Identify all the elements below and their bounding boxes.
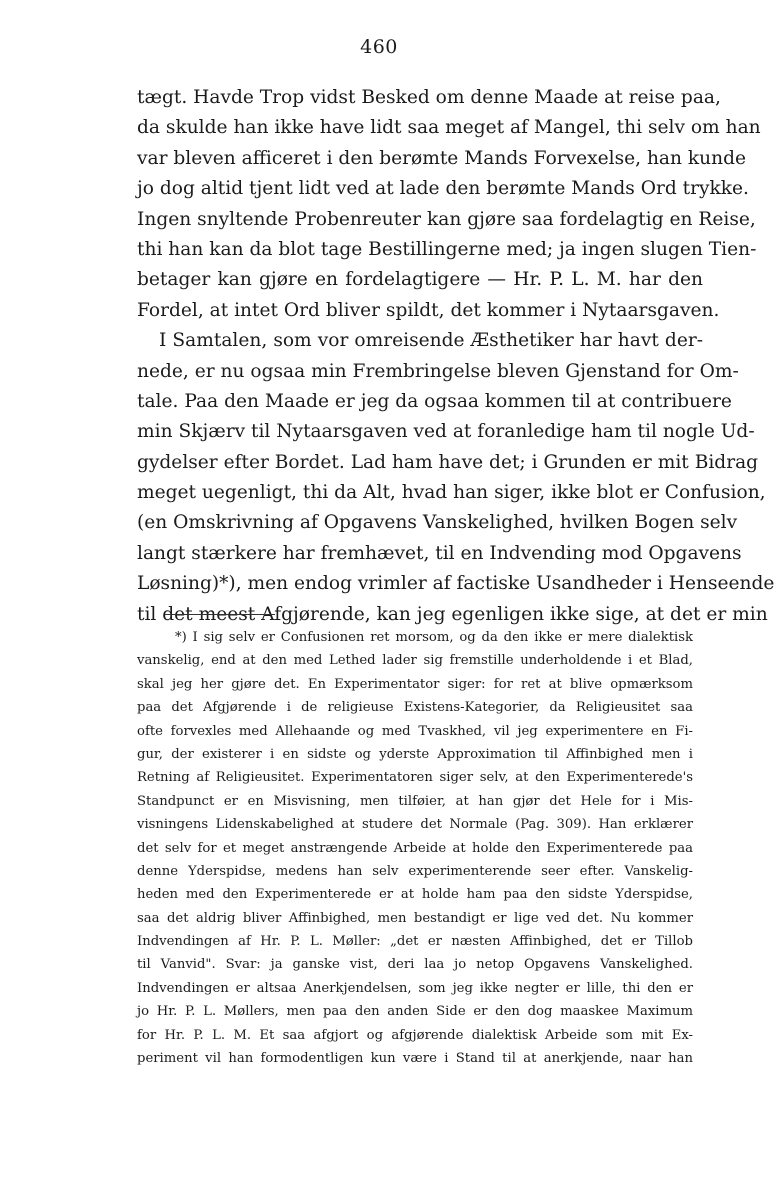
text-line: thi han kan da blot tage Bestillingerne med; ja ingen slugen Tien- [137, 238, 757, 260]
text-line: jo dog altid tjent lidt ved at lade den berømte Mands Ord trykke. [137, 178, 749, 200]
footnote-line: til Vanvid". Svar: ja ganske vist, deri laa jo netop Opgavens Vanskelighed. [137, 957, 693, 973]
footnote-line: for Hr. P. L. M. Et saa afgjort og afgjørende dialektisk Arbeide som mit Ex- [137, 1027, 693, 1043]
text-line: Løsning)*), men endog vrimler af factiske Usandheder i Henseende [137, 573, 774, 595]
text-line: tale. Paa den Maade er jeg da ogsaa kommen til at contribuere [137, 390, 732, 412]
footnote-line: visningens Lidenskabelighed at studere det Normale (Pag. 309). Han erklærer [137, 817, 693, 833]
text-line: Fordel, at intet Ord bliver spildt, det kommer i Nytaarsgaven. [137, 299, 720, 321]
footnote-line: ofte forvexles med Allehaande og med Tvaskhed, vil jeg experimentere en Fi- [137, 723, 693, 739]
text-line: Ingen snyltende Probenreuter kan gjøre saa fordelagtig en Reise, [137, 208, 756, 230]
footnote-line: saa det aldrig bliver Affinbighed, men bestandigt er lige ved det. Nu kommer [137, 910, 693, 926]
text-line: (en Omskrivning af Opgavens Vanskelighed, hvilken Bogen selv [137, 512, 738, 534]
footnote-line: vanskelig, end at den med Lethed lader sig fremstille underholdende i et Blad, [137, 653, 693, 669]
footnote-line: Indvendingen er altsaa Anerkjendelsen, som jeg ikke negter er lille, thi den er [137, 980, 693, 996]
text-line: til det meest Afgjørende, kan jeg egenligen ikke sige, at det er min [137, 603, 768, 625]
text-line: betager kan gjøre en fordelagtigere — Hr. P. L. M. har den [137, 269, 703, 291]
text-line: gydelser efter Bordet. Lad ham have det; i Grunden er mit Bidrag [137, 451, 759, 473]
text-line: tægt. Havde Trop vidst Besked om denne Maade at reise paa, [137, 87, 721, 108]
text-line: meget uegenligt, thi da Alt, hvad han siger, ikke blot er Confusion, [137, 482, 766, 504]
page-number: 460 [360, 36, 398, 58]
footnote-line: Standpunct er en Misvisning, men tilføier, at han gjør det Hele for i Mis- [137, 793, 693, 809]
text-line: var bleven afficeret i den berømte Mands Forvexelse, han kunde [137, 147, 747, 169]
footnote-line: gur, der existerer i en sidste og yderste Approximation til Affinbighed men i [137, 746, 693, 762]
footnote-divider [165, 614, 275, 615]
footnote-line: jo Hr. P. L. Møllers, men paa den anden Side er den dog maaskee Maximum [137, 1004, 693, 1020]
footnote-line: heden med den Experimenterede er at holde ham paa den sidste Yderspidse, [137, 887, 693, 903]
footnote-line: paa det Afgjørende i de religieuse Existens-Kategorier, da Religieusitet saa [137, 700, 693, 716]
footnote-line: denne Yderspidse, medens han selv experimenterende seer efter. Vanskelig- [137, 863, 693, 879]
footnote-line: skal jeg her gjøre det. En Experimentator siger: for ret at blive opmærksom [137, 676, 693, 692]
text-line: min Skjærv til Nytaarsgaven ved at foranledige ham til nogle Ud- [137, 421, 755, 443]
text-line: I Samtalen, som vor omreisende Æsthetiker har havt der- [159, 330, 703, 352]
footnote-line: periment vil han formodentligen kun være i Stand til at anerkjende, naar han [137, 1051, 693, 1067]
footnote-line: Retning af Religieusitet. Experimentatoren siger selv, at den Experimenterede's [137, 770, 693, 786]
footnote-line: det selv for et meget anstrængende Arbeide at holde den Experimenterede paa [137, 840, 693, 856]
main-text [137, 83, 774, 630]
footnote-line: Indvendingen af Hr. P. L. Møller: „det er næsten Affinbighed, det er Tillob [137, 934, 693, 950]
text-line: nede, er nu ogsaa min Frembringelse bleven Gjenstand for Om- [137, 360, 739, 382]
text-line: da skulde han ikke have lidt saa meget af Mangel, thi selv om han [137, 117, 761, 139]
footnote-line: *) I sig selv er Confusionen ret morsom, og da den ikke er mere dialektisk [175, 630, 693, 645]
footnote [137, 626, 693, 1070]
text-line: langt stærkere har fremhævet, til en Indvending mod Opgavens [137, 542, 742, 564]
